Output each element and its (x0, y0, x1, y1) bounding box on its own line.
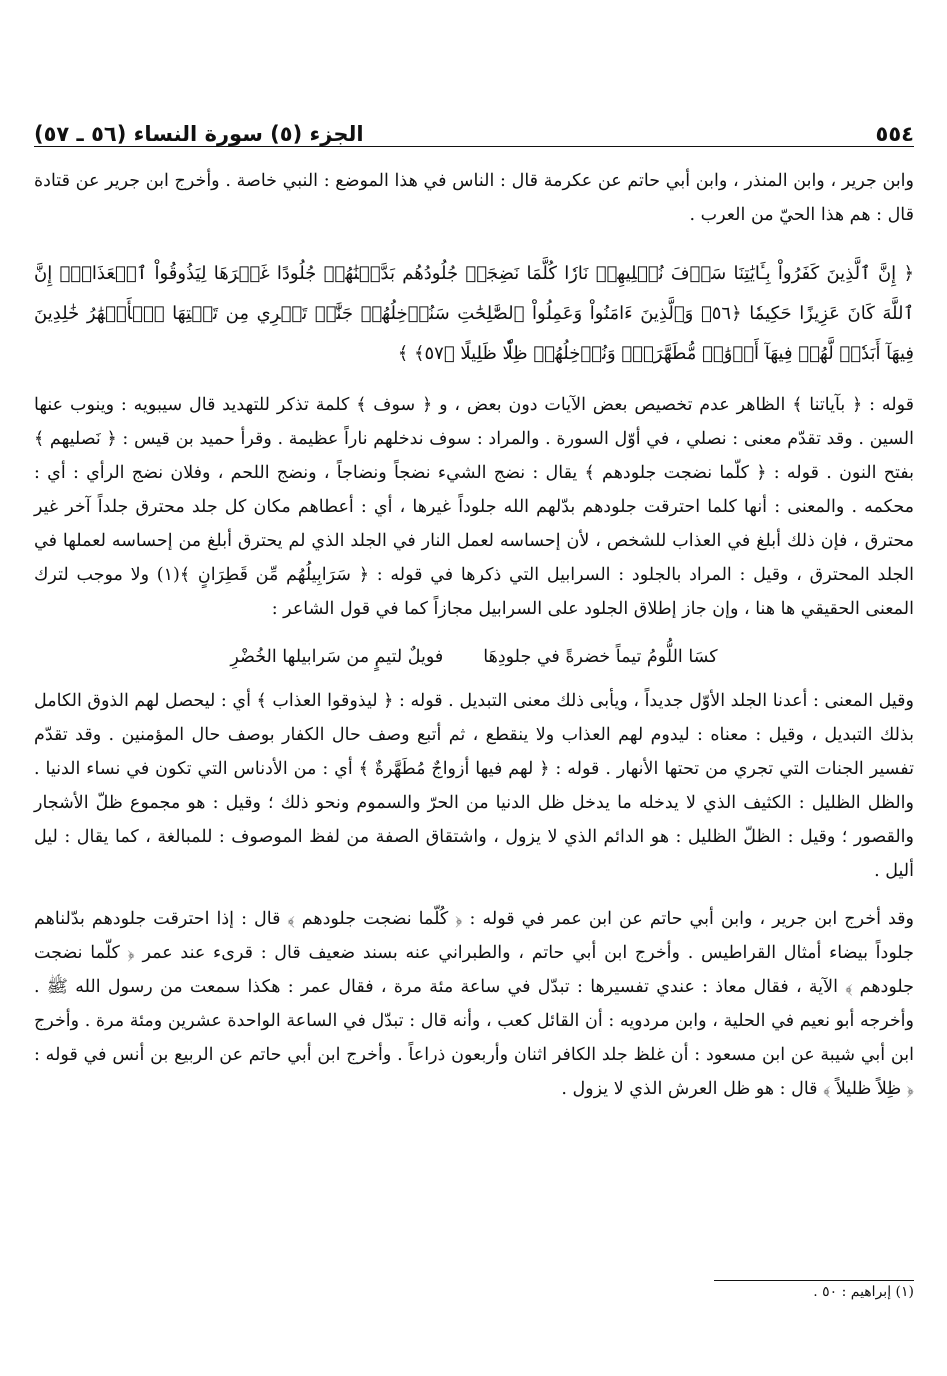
page (34, 88, 914, 1368)
footnote: (١) إبراهيم : ٥٠ . (813, 1284, 914, 1300)
poem-verse (34, 640, 914, 674)
paragraph-intro: وابن جرير ، وابن المنذر ، وابن أبي حاتم عن عكرمة قال : الناس في هذا الموضع : النبي خاصة . وأخرج ابن جرير عن قتادة قال : هم هذا الحيّ من العرب . (34, 171, 915, 225)
body-text (34, 164, 914, 1120)
paragraph-narrations: وقد أخرج ابن جرير ، وابن أبي حاتم عن ابن عمر في قوله : ﴿ كُلّما نضجت جلودهم ﴾ قال : إذا احترقت جلودهم بدّلناهم جلوداً بيضاء أمثال القراطيس . وأخرج ابن أبي حاتم ، والطبراني عنه بسند ضعيف قال : قرىء عند عمر ﴿ كلّما نضجت جلودهم ﴾ الآية ، فقال معاذ : عندي تفسيرها : تبدّل في ساعة مئة مرة ، فقال عمر : هكذا سمعت من رسول الله ﷺ . وأخرجه أبو نعيم في الحلية ، وابن مردويه : أن القائل كعب ، وأنه قال : تبدّل في الساعة الواحدة عشرين ومئة مرة . وأخرج ابن أبي شيبة عن ابن مسعود : أن غلظ جلد الكافر اثنان وأربعون ذراعاً . وأخرج ابن أبي حاتم عن الربيع بن أنس في قوله : ﴿ ظِلاً ظليلاً ﴾ قال : هو ظل العرش الذي لا يزول . (34, 909, 914, 1099)
paragraph-commentary-1: قوله : ﴿ بآياتنا ﴾ الظاهر عدم تخصيص بعض الآيات دون بعض ، و ﴿ سوف ﴾ كلمة تذكر للتهديد قال سيبويه : وينوب عنها السين . وقد تقدّم معنى : نصلي ، في أوّل السورة . والمراد : سوف ندخلهم ناراً عظيمة . وقرأ حميد بن قيس : ﴿ نَصليهم ﴾ بفتح النون . قوله : ﴿ كلّما نضجت جلودهم ﴾ يقال : نضج الشيء نضجاً ونضاجاً ، ونضج اللحم ، وفلان نضج الرأي : أي : محكمه . والمعنى : أنها كلما احترقت جلودهم بدّلهم الله جلوداً غيرها ، أي : أعطاهم مكان كل جلد محترق جلداً آخر غير محترق ، فإن ذلك أبلغ في العذاب للشخص ، لأن إحساسه لعمل النار في الجلد الذي لم يحترق أبلغ من إحساسه لعملها في الجلد المحترق ، وقيل : المراد بالجلود : السرابيل التي ذكرها في قوله : ﴿ سَرَابِيلُهُم مِّن قَطِرَانٍ ﴾(١) ولا موجب لترك المعنى الحقيقي ها هنا ، وإن جاز إطلاق الجلود على السرابيل مجازاً كما في قول الشاعر : (34, 395, 914, 619)
quran-verse: ﴿ إِنَّ ٱلَّذِينَ كَفَرُواْ بِـَٔايَٰتِنَا سَوۡفَ نُصۡلِيهِمۡ نَارٗا كُلَّمَا نَضِجَتۡ جُلُودُهُم بَدَّلۡنَٰهُمۡ جُلُودًا غَيۡرَهَا لِيَذُوقُواْ ٱلۡعَذَابَۗ إِنَّ ٱللَّهَ كَانَ عَزِيزًا حَكِيمٗا ﴿٥٦﴾ وَٱلَّذِينَ ءَامَنُواْ وَعَمِلُواْ ٱلصَّٰلِحَٰتِ سَنُدۡخِلُهُمۡ جَنَّٰتٖ تَجۡرِي مِن تَحۡتِهَا ٱلۡأَنۡهَٰرُ خَٰلِدِينَ فِيهَآ أَبَدٗاۖ لَّهُمۡ فِيهَآ أَزۡوَٰجٞ مُّطَهَّرَةٞۖ وَنُدۡخِلُهُمۡ ظِلّٗا ظَلِيلًا ﴿٥٧﴾ ﴾ (34, 263, 915, 364)
poem-hemistich-2: فويلٌ لتيمٍ من سَرابيلها الخُضْرِ (230, 647, 444, 667)
page-header (34, 106, 914, 146)
header-rule (34, 146, 914, 147)
poem-hemistich-1: كسَا اللُّومُ تيماً خضرةً في جلودِهَا (483, 647, 718, 667)
footnote-rule (714, 1280, 914, 1281)
paragraph-commentary-2: وقيل المعنى : أعدنا الجلد الأوّل جديداً ، ويأبى ذلك معنى التبديل . قوله : ﴿ ليذوقوا العذاب ﴾ أي : ليحصل لهم الذوق الكامل بذلك التبديل ، وقيل : معناه : ليدوم لهم العذاب ولا ينقطع ، ثم أتبع وصف حال الكفار بوصف حال المؤمنين . وقد تقدّم تفسير الجنات التي تجري من تحتها الأنهار . قوله : ﴿ لهم فيها أزواجٌ مُطَهَّرةٌ ﴾ أي : من الأدناس التي تكون في نساء الدنيا . والظل الظليل : الكثيف الذي لا يدخله ما يدخل ظل الدنيا من الحرّ والسموم ونحو ذلك ؛ وقيل : هو مجموع ظلّ الأشجار والقصور ؛ وقيل : الظلّ الظليل : هو الدائم الذي لا يزول ، واشتقاق الصفة من لفظ الموصوف : للمبالغة ، كما يقال : ليل أليل . (34, 691, 914, 881)
page-number: ٥٥٤ (875, 122, 914, 146)
running-title: الجزء (٥) سورة النساء (٥٦ ـ ٥٧) (34, 122, 364, 146)
